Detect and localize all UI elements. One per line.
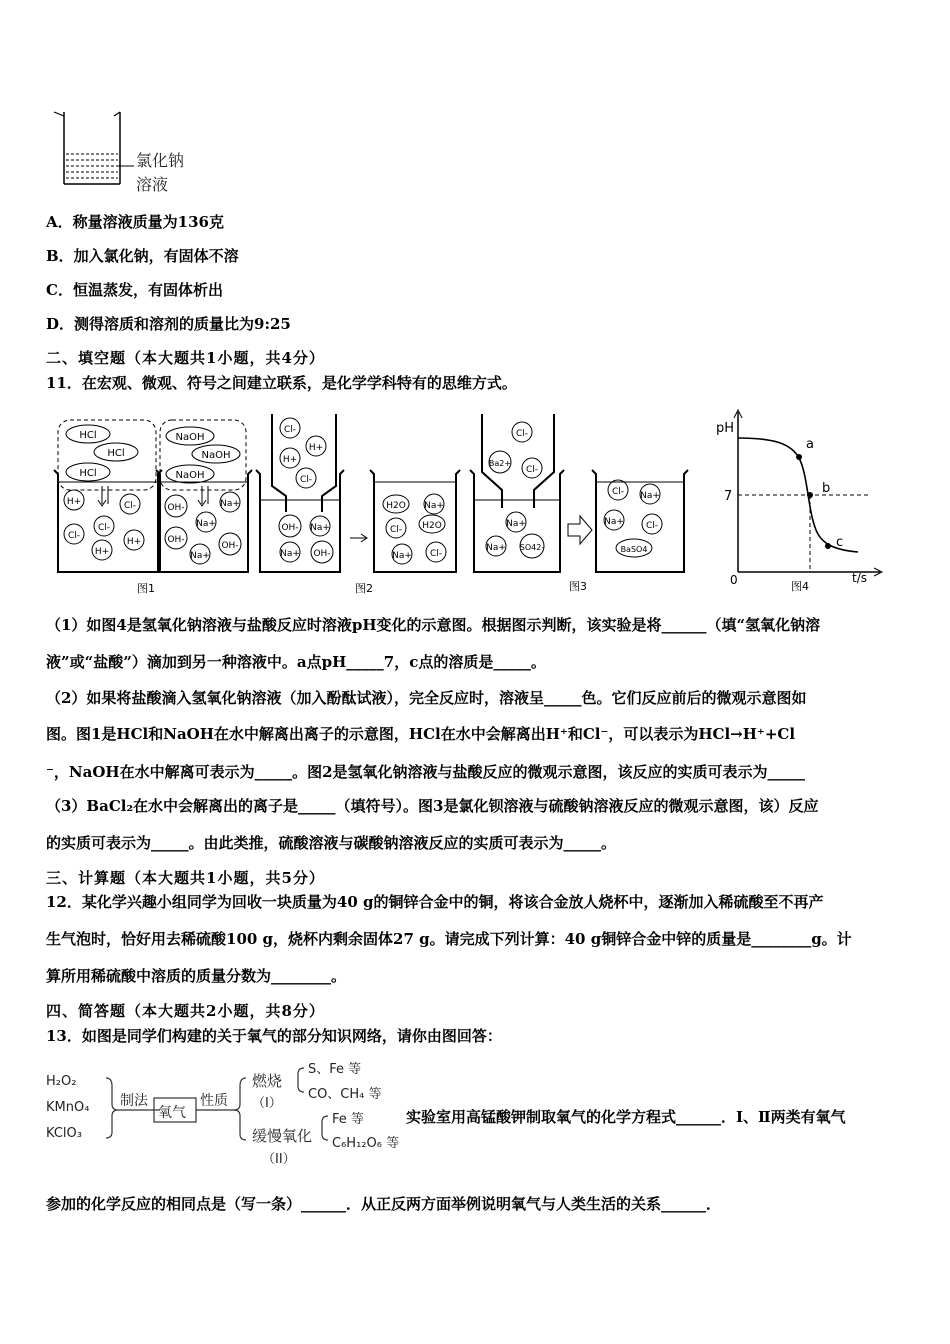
option-b: B．加入氯化钠，有固体不溶: [46, 247, 239, 265]
q11-figure: [40, 400, 910, 600]
net-zhifa: 制法: [120, 1093, 148, 1109]
net-ranshao: 燃烧: [252, 1072, 283, 1090]
net-co-ch4: CO、CH₄ 等: [308, 1087, 382, 1102]
beaker-label-line2: 溶液: [136, 175, 169, 194]
ion-oh-f2b: OH-: [313, 549, 331, 559]
ion-oh-2: OH-: [167, 535, 185, 545]
ion-oh-1: OH-: [167, 503, 185, 513]
fig4-t-axis-label: t/s: [852, 571, 867, 585]
ion-na-1: Na+: [220, 499, 240, 509]
ion-cl-f2c: Cl-: [389, 525, 403, 535]
ion-h-3: H+: [94, 547, 110, 557]
q11-p2-line2: 图。图1是HCl和NaOH在水中解离出离子的示意图，HCl在水中会解离出H⁺和Cl⁻，可以表示为HCl→H⁺+Cl: [46, 725, 796, 743]
net-huanman: 缓慢氧化: [252, 1127, 313, 1145]
mol-naoh-2: NaOH: [201, 450, 231, 461]
option-d: D．测得溶质和溶剂的质量比为9:25: [46, 315, 291, 333]
ion-na-f3b: Na+: [486, 543, 506, 553]
ion-na-f2d: Na+: [392, 551, 412, 561]
ion-na-f3c: Na+: [640, 491, 660, 501]
mol-h2o-1: H2O: [386, 501, 406, 511]
fig4-ph-chart: [734, 410, 882, 576]
q11-p3-line1: （3）BaCl₂在水中会解离出的离子是_____（填符号）。图3是氯化钡溶液与硫酸钠溶液反应的微观示意图，该）反应: [46, 797, 819, 815]
net-fe-deng: Fe 等: [332, 1112, 364, 1127]
ion-cl-f2b: Cl-: [299, 475, 313, 485]
net-xingzhi: 性质: [200, 1093, 228, 1109]
option-a: A．称量溶液质量为136克: [46, 213, 224, 231]
mol-baso4: BaSO4: [620, 545, 648, 554]
mol-hcl-3: HCl: [79, 468, 97, 479]
ion-cl-1: Cl-: [123, 501, 137, 511]
q11-p1-line2: 液”或“盐酸”）滴加到另一种溶液中。a点pH_____7，c点的溶质是_____。: [46, 653, 546, 671]
fig4-label: 图4: [791, 580, 809, 593]
ion-cl-f3d: Cl-: [645, 521, 659, 531]
ion-h-1: H+: [66, 497, 82, 507]
ion-cl-f2a: Cl-: [283, 425, 297, 435]
q12-line2: 生气泡时，恰好用去稀硫酸100 g，烧杯内剩余固体27 g。请完成下列计算：40 g铜锌合金中锌的质量是________g。计: [46, 930, 852, 948]
ion-h-f2b: H+: [282, 455, 298, 465]
net-roman2: （II）: [262, 1152, 296, 1167]
mol-hcl-1: HCl: [79, 430, 97, 441]
section2-heading: 二、填空题（本大题共1小题，共4分）: [46, 349, 325, 367]
mol-h2o-2: H2O: [422, 521, 442, 531]
ion-na-f2a: Na+: [310, 523, 330, 533]
fig4-point-b: b: [822, 481, 831, 496]
ion-cl-f3b: Cl-: [525, 465, 539, 475]
q11-p2-line1: （2）如果将盐酸滴入氢氧化钠溶液（加入酚酞试液），完全反应时，溶液呈_____色。它们反应前后的微观示意图如: [46, 689, 807, 707]
net-c6h12o6: C₆H₁₂O₆ 等: [332, 1136, 400, 1151]
fig4-point-a: a: [806, 437, 814, 452]
ion-h-2: H+: [126, 537, 142, 547]
ion-cl-f2d: Cl-: [429, 549, 443, 559]
fig3-label: 图3: [569, 580, 587, 593]
fig1-label: 图1: [137, 582, 155, 595]
ion-oh-3: OH-: [221, 541, 239, 551]
fig4-point-c: c: [836, 535, 844, 550]
ion-na-f2c: Na+: [424, 501, 444, 511]
net-s-fe: S、Fe 等: [308, 1062, 362, 1077]
section3-heading: 三、计算题（本大题共1小题，共5分）: [46, 869, 325, 887]
option-c: C．恒温蒸发，有固体析出: [46, 281, 223, 299]
net-yangqi: 氧气: [158, 1105, 186, 1121]
net-kclo3: KClO₃: [46, 1126, 82, 1141]
ion-oh-f2a: OH-: [281, 523, 299, 533]
ion-so4-f3: SO42-: [519, 543, 545, 552]
q11-p3-line2: 的实质可表示为_____。由此类推，硫酸溶液与碳酸钠溶液反应的实质可表示为_____。: [46, 834, 617, 852]
ion-cl-2: Cl-: [97, 523, 111, 533]
ion-na-f3a: Na+: [506, 519, 526, 529]
fig4-origin-label: 0: [730, 573, 738, 587]
fig2-label: 图2: [355, 582, 373, 595]
beaker-label-line1: 氯化钠: [136, 151, 185, 170]
net-h2o2: H₂O₂: [46, 1074, 77, 1089]
ion-cl-f3c: Cl-: [611, 487, 625, 497]
q13-line2: 参加的化学反应的相同点是（写一条）______．从正反两方面举例说明氧气与人类生活的关系______．: [46, 1195, 722, 1213]
ion-cl-3: Cl-: [67, 531, 81, 541]
ion-na-3: Na+: [190, 551, 210, 561]
ion-h-f2a: H+: [308, 443, 324, 453]
ion-ba-f3: Ba2+: [488, 459, 512, 468]
fig4-ph-axis-label: pH: [716, 421, 735, 436]
mol-naoh-3: NaOH: [175, 470, 205, 481]
net-roman1: （I）: [252, 1096, 282, 1111]
ion-cl-f3a: Cl-: [515, 429, 529, 439]
q12-line3: 算所用稀硫酸中溶质的质量分数为________。: [46, 967, 347, 985]
fig2-beaker-right: [370, 470, 460, 572]
q11-p2-line3: ⁻，NaOH在水中解离可表示为_____。图2是氢氧化钠溶液与盐酸反应的微观示意图，该反应的实质可表示为_____: [46, 763, 806, 781]
ion-na-2: Na+: [196, 519, 216, 529]
q13-right-text: 实验室用高锰酸钾制取氧气的化学方程式______．I、Ⅱ两类有氧气: [406, 1108, 846, 1126]
mol-naoh-1: NaOH: [175, 432, 205, 443]
ion-na-f3d: Na+: [604, 517, 624, 527]
ion-na-f2b: Na+: [280, 549, 300, 559]
section4-heading: 四、简答题（本大题共2小题，共8分）: [46, 1002, 325, 1020]
q11-stem: 11．在宏观、微观、符号之间建立联系，是化学学科特有的思维方式。: [46, 374, 517, 392]
net-kmno4: KMnO₄: [46, 1100, 90, 1115]
fig4-seven-label: 7: [724, 489, 733, 504]
q13-stem: 13．如图是同学们构建的关于氧气的部分知识网络，请你由图回答：: [46, 1027, 502, 1045]
mol-hcl-2: HCl: [107, 448, 125, 459]
q12-line1: 12．某化学兴趣小组同学为回收一块质量为40 g的铜锌合金中的铜，将该合金放人烧杯中，逐渐加入稀硫酸至不再产: [46, 893, 824, 911]
q11-p1-line1: （1）如图4是氢氧化钠溶液与盐酸反应时溶液pH变化的示意图。根据图示判断，该实验是将______（填“氢氧化钠溶: [46, 616, 821, 634]
fig2-beaker-left: [256, 414, 344, 572]
